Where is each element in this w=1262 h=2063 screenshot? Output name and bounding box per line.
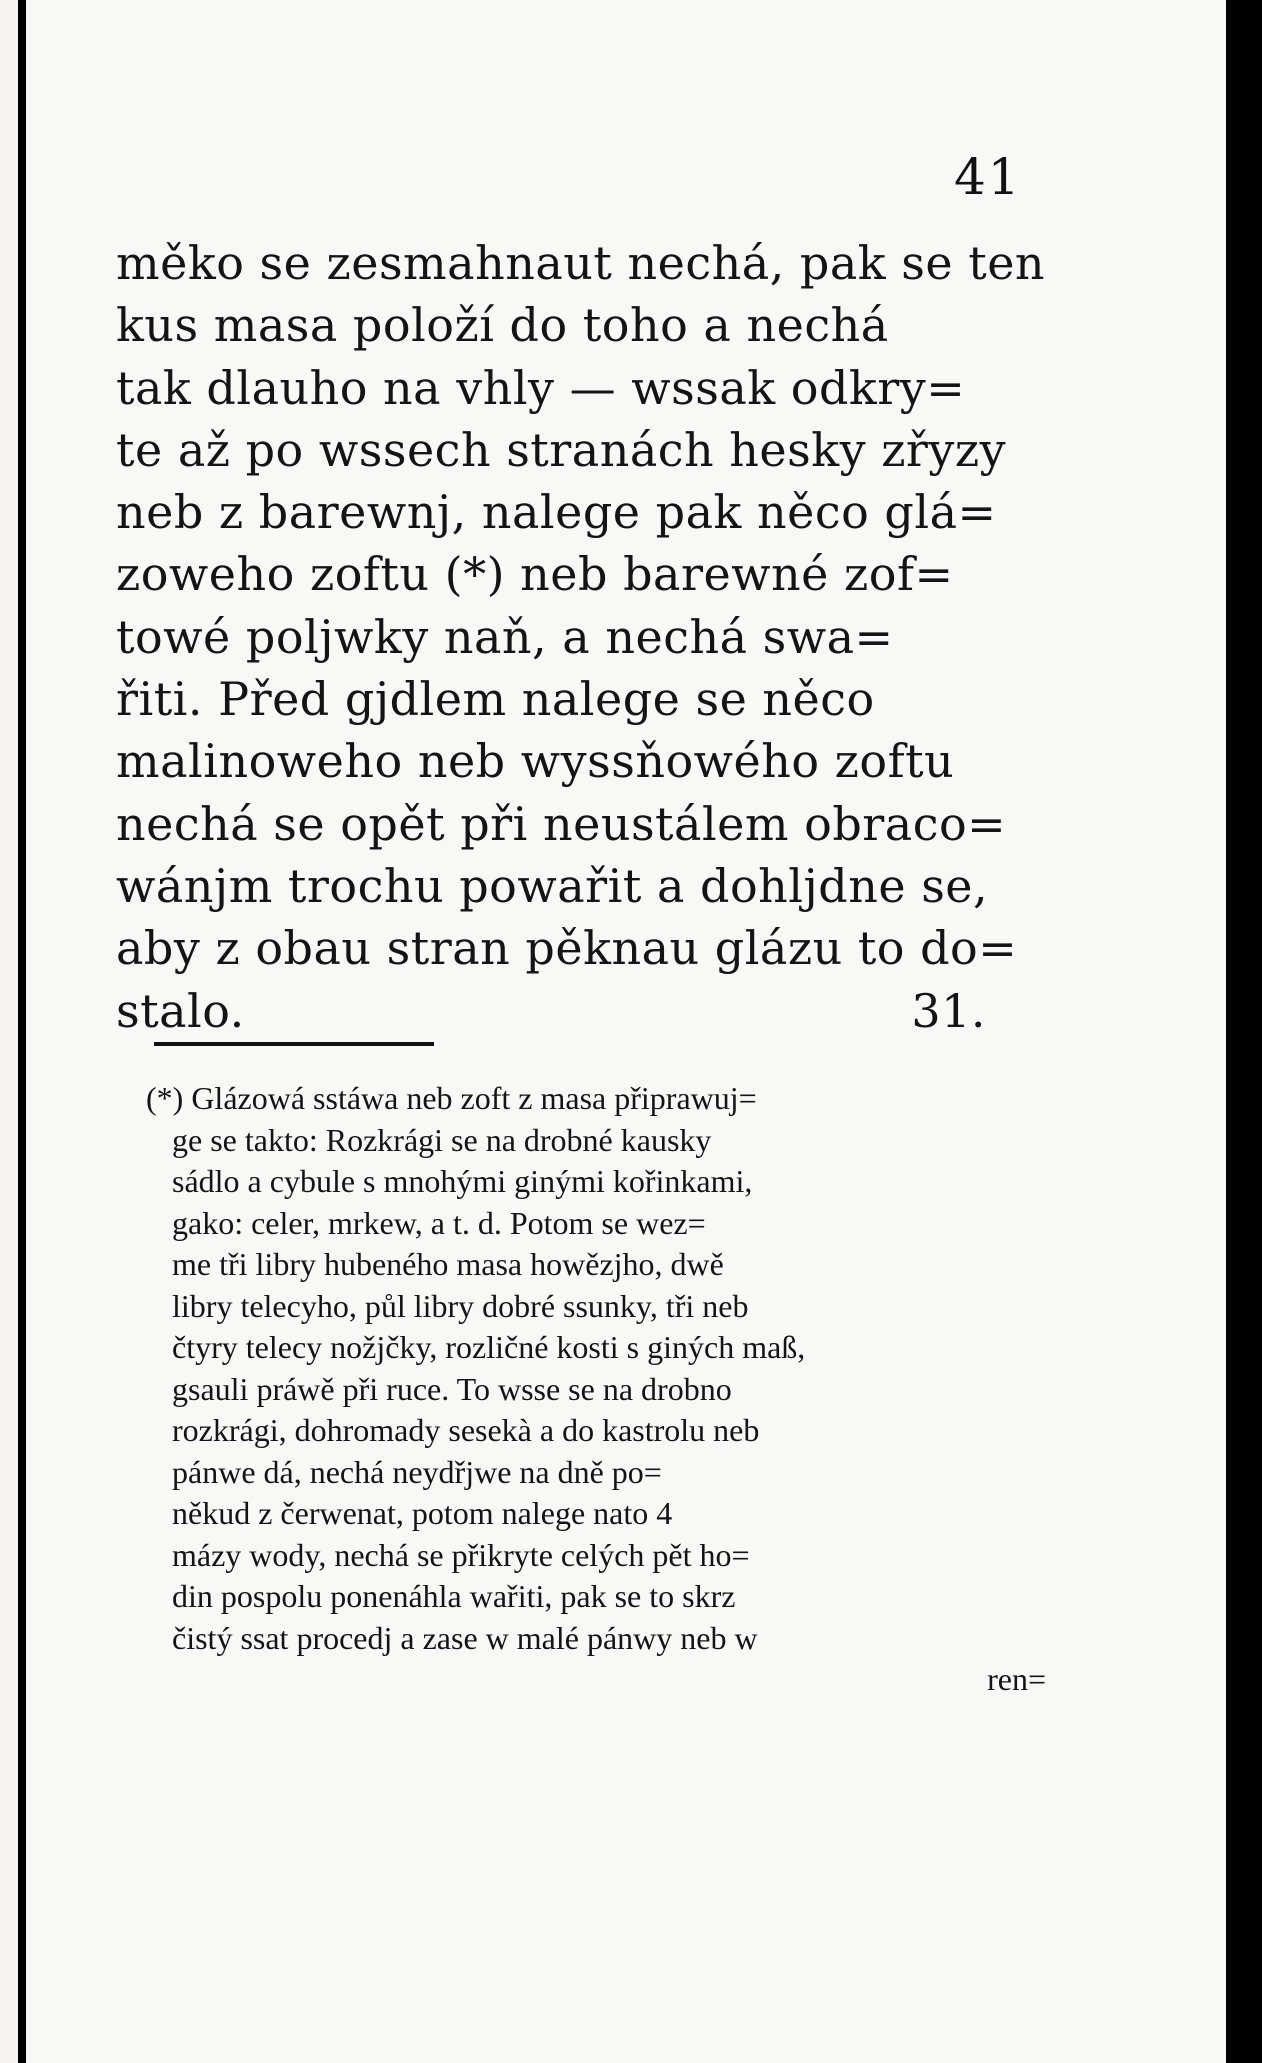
last-text-line <box>116 980 1046 1042</box>
footnote-line: mázy wody, nechá se přikryte celých pět ho= <box>172 1536 750 1573</box>
footnote-line: čistý ssat procedj a zase w malé pánwy neb w <box>172 1619 758 1656</box>
text-line: wánjm trochu powařit a dohljdne se, <box>116 858 989 913</box>
text-line: tak dlauho na vhly — wssak odkry= <box>116 360 966 415</box>
text-line: nechá se opět při neustálem obraco= <box>116 796 1007 851</box>
text-line: měko se zesmahnaut nechá, pak se ten <box>116 236 1046 290</box>
footnote-line: rozkrági, dohromady sesekà a do kastrolu neb <box>172 1412 760 1448</box>
footnote-line: libry telecyho, půl libry dobré ssunky, tři neb <box>172 1287 749 1324</box>
text-line: te až po wssech stranách hesky zřyzy <box>116 422 1007 477</box>
catchword: 31. <box>911 983 986 1038</box>
footnote-line: din pospolu ponenáhla wařiti, pak se to skrz <box>172 1578 736 1614</box>
page-number: 41 <box>954 148 1022 206</box>
text-line: zoweho zoftu (*) neb barewné zof= <box>116 547 954 602</box>
main-text-block <box>116 232 1046 1042</box>
footnote-line: me tři libry hubeného masa howězjho, dwě <box>172 1246 724 1282</box>
footnote-line: někud z čerwenat, potom nalege nato 4 <box>172 1495 673 1531</box>
text-line-end: stalo. <box>116 983 245 1038</box>
footnote-line: čtyry telecy nožjčky, rozličné kosti s giných maß, <box>172 1329 806 1365</box>
footnote-line: gako: celer, mrkew, a t. d. Potom se wez= <box>172 1204 706 1241</box>
text-line: aby z obau stran pěknau glázu to do= <box>116 921 1018 976</box>
text-line: neb z barewnj, nalege pak něco glá= <box>116 485 997 540</box>
footnote-line: pánwe dá, nechá neydřjwe na dně po= <box>172 1453 662 1490</box>
footnote-block <box>146 1078 1066 1701</box>
left-page-edge <box>0 0 18 2063</box>
text-line: malinoweho neb wyssňowého zoftu <box>116 734 955 789</box>
text-line: kus masa položí do toho a nechá <box>116 298 889 353</box>
footnote-catchword: ren= <box>987 1661 1046 1697</box>
book-page <box>26 0 1226 2063</box>
footnote-line: sádlo a cybule s mnohými ginými kořinkami, <box>172 1163 753 1199</box>
footnote-line: (*) Glázowá sstáwa neb zoft z masa připrawuj= <box>146 1080 757 1116</box>
footnote-line: ge se takto: Rozkrági se na drobné kausky <box>172 1121 712 1158</box>
text-line: řiti. Před gjdlem nalege se něco <box>116 672 875 727</box>
text-line: towé poljwky naň, a nechá swa= <box>116 609 894 664</box>
footnote-divider <box>154 1042 434 1046</box>
footnote-line: gsauli práwě při ruce. To wsse se na drobno <box>172 1370 732 1407</box>
